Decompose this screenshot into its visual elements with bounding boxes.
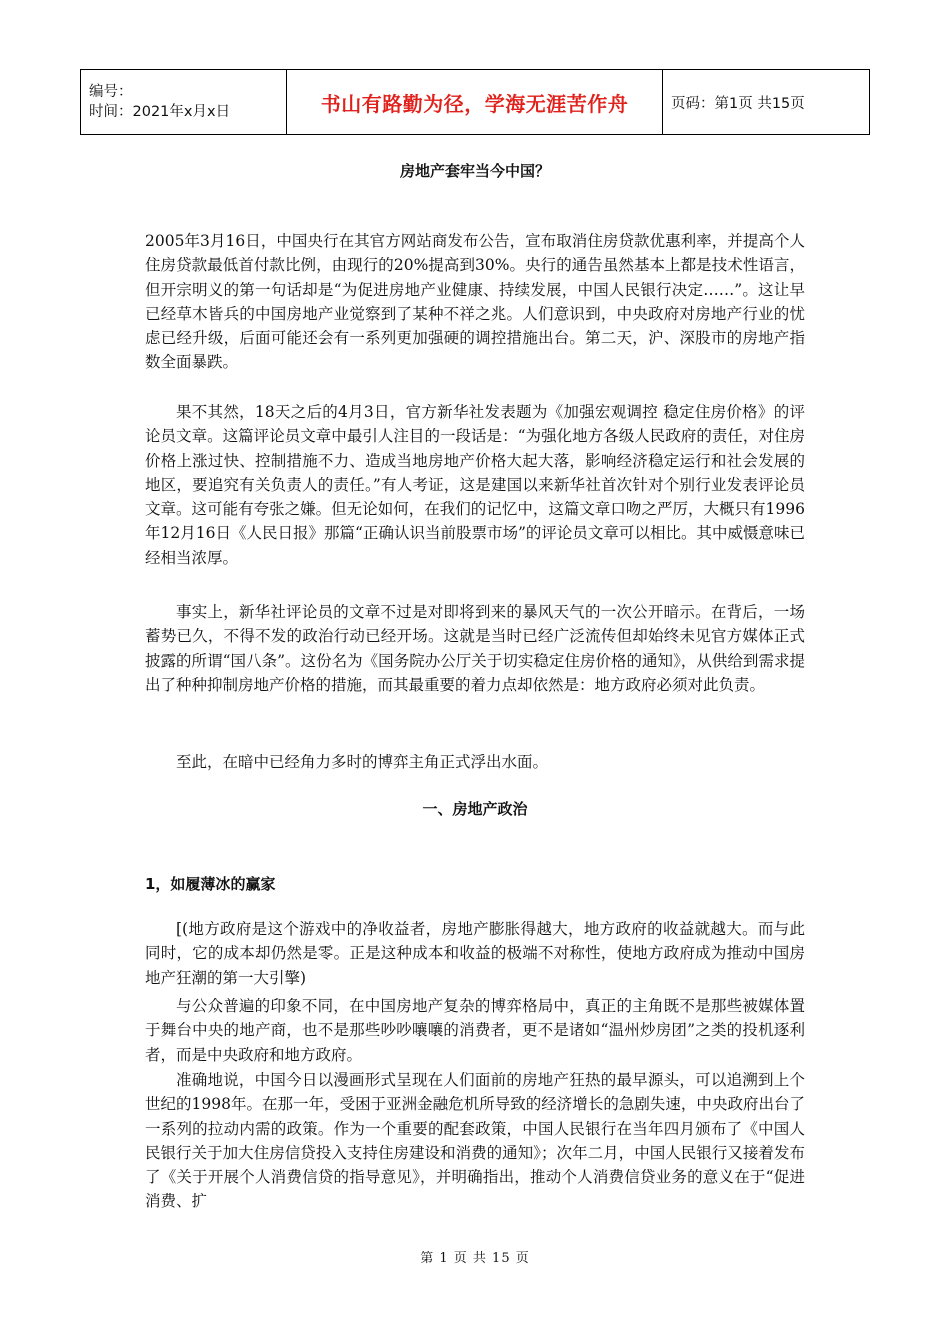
section-title: 一、房地产政治 — [422, 800, 528, 818]
body-paragraph: 准确地说，中国今日以漫画形式呈现在人们面前的房地产狂热的最早源头，可以追溯到上个世纪的1998年。在那一年，受困于亚洲金融危机所导致的经济增长的急剧失速，中央政府出台了一系列的拉动内需的政策。作为一个重要的配套政策，中国人民银行在当年四月颁布了《中国人民银行关于加大住房信贷投入支持住房建设和消费的通知》；次年二月，中国人民银行又接着发布了《关于开展个人消费信贷的指导意见》，并明确指出，推动个人消费信贷业务的意义在于“促进消费、扩 — [145, 1071, 805, 1211]
header-info-cell — [81, 70, 287, 135]
body-paragraph: 2005年3月16日，中国央行在其官方网站商发布公告，宣布取消住房贷款优惠利率，并提高个人住房贷款最低首付款比例，由现行的20%提高到30%。央行的通告虽然基本上都是技术性语言，但开宗明义的第一句话却是“为促进房地产业健康、持续发展，中国人民银行决定……”。这让早已经草木皆兵的中国房地产业觉察到了某种不祥之兆。人们意识到，中央政府对房地产行业的忧虑已经升级，后面可能还会有一系列更加强硬的调控措施出台。第二天，沪、深股市的房地产指数全面暴跌。 — [145, 232, 805, 372]
document-time-label: 时间：2021年x月x日 — [89, 104, 231, 120]
body-paragraph: 与公众普遍的印象不同，在中国房地产复杂的博弈格局中，真正的主角既不是那些被媒体置于舞台中央的地产商，也不是那些吵吵嚷嚷的消费者，更不是诸如“温州炒房团”之类的投机逐利者，而是中央政府和地方政府。 — [145, 997, 805, 1064]
header-page-label: 页码：第1页 共15页 — [663, 70, 870, 135]
body-paragraph: 果不其然，18天之后的4月3日，官方新华社发表题为《加强宏观调控 稳定住房价格》的评论员文章。这篇评论员文章中最引人注目的一段话是：“为强化地方各级人民政府的责任，对住房价格上涨过快、控制措施不力、造成当地房地产价格大起大落，影响经济稳定运行和社会发展的地区，要追究有关负责人的责任。”有人考证，这是建国以来新华社首次针对个别行业发表评论员文章。这可能有夸张之嫌。但无论如何，在我们的记忆中，这篇文章口吻之严厉，大概只有1996年12月16日《人民日报》那篇“正确认识当前股票市场”的评论员文章可以相比。其中威慑意味已经相当浓厚。 — [145, 403, 805, 567]
header-table — [80, 69, 870, 135]
header-motto: 书山有路勤为径，学海无涯苦作舟 — [287, 70, 663, 135]
body-paragraph: [(地方政府是这个游戏中的净收益者，房地产膨胀得越大，地方政府的收益就越大。而与此同时，它的成本却仍然是零。正是这种成本和收益的极端不对称性，使地方政府成为推动中国房地产狂潮的第一大引擎) — [145, 920, 805, 987]
document-title: 房地产套牢当今中国？ — [399, 162, 550, 180]
document-number-label: 编号： — [89, 84, 133, 100]
page-footer: 第 1 页 共 15 页 — [420, 1251, 530, 1266]
body-paragraph: 事实上，新华社评论员的文章不过是对即将到来的暴风天气的一次公开暗示。在背后，一场蓄势已久，不得不发的政治行动已经开场。这就是当时已经广泛流传但却始终未见官方媒体正式披露的所谓“国八条”。这份名为《国务院办公厅关于切实稳定住房价格的通知》，从供给到需求提出了种种抑制房地产价格的措施，而其最重要的着力点却依然是：地方政府必须对此负责。 — [145, 603, 805, 694]
subsection-title: 1，如履薄冰的赢家 — [145, 875, 276, 893]
body-paragraph: 至此，在暗中已经角力多时的博弈主角正式浮出水面。 — [176, 753, 549, 771]
